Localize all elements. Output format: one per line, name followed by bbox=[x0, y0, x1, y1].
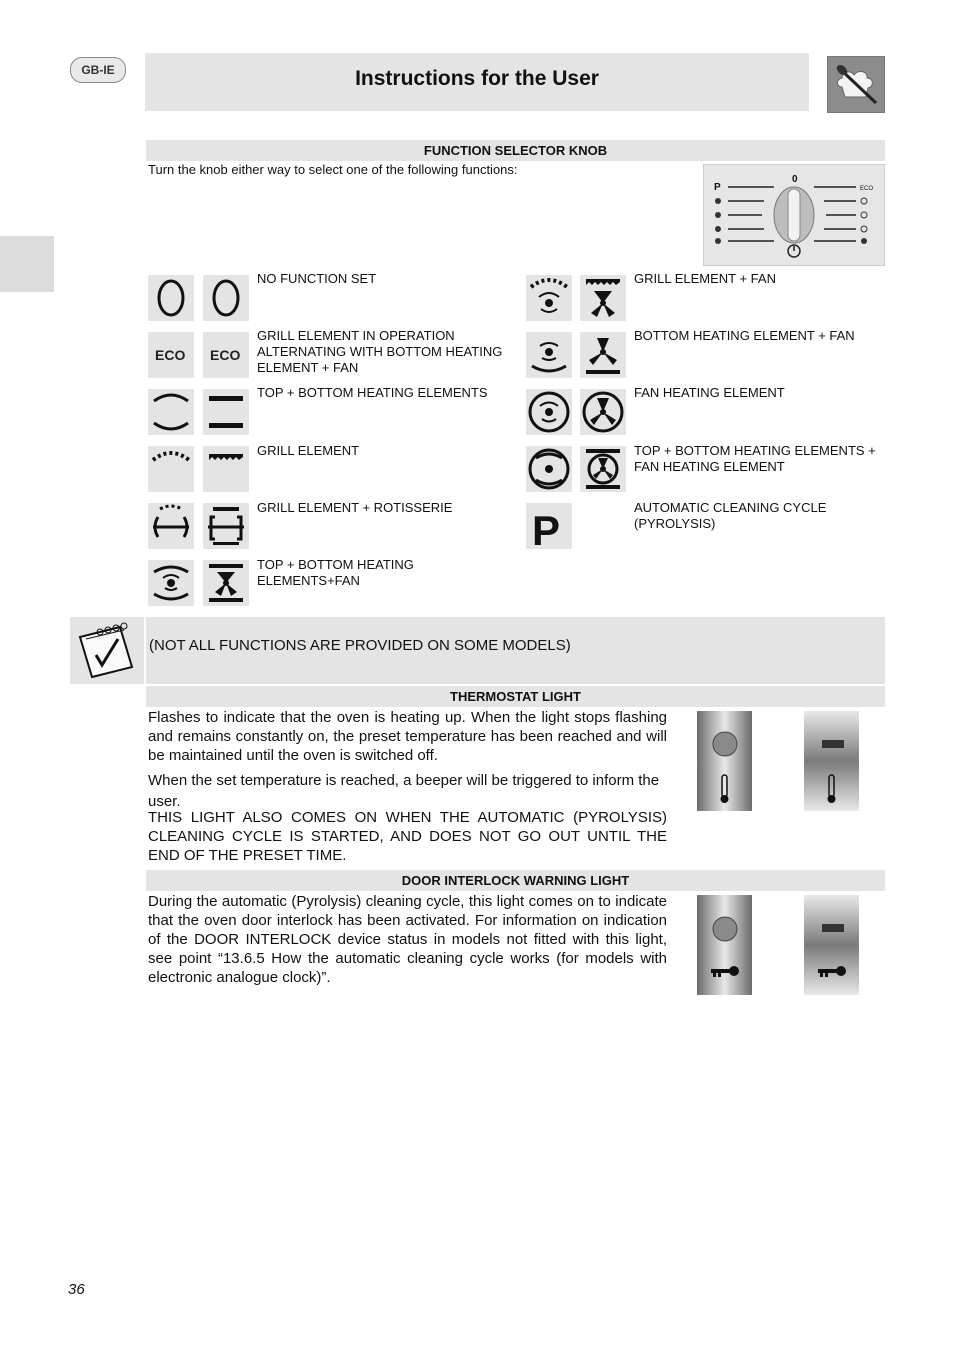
door-interlock-light-rect bbox=[804, 895, 859, 995]
no-function-alt-icon bbox=[203, 275, 249, 321]
fan-heating-alt-icon bbox=[580, 389, 626, 435]
thermostat-light-rect bbox=[804, 711, 859, 811]
top-bottom-fan-heating-icon bbox=[526, 446, 572, 492]
function-label: TOP + BOTTOM HEATING ELEMENTS bbox=[257, 385, 488, 400]
function-label: TOP + BOTTOM HEATING ELEMENTS + FAN HEATING ELEMENT bbox=[634, 443, 876, 474]
eco-icon-label: ECO bbox=[155, 347, 186, 363]
rotisserie-icon bbox=[148, 503, 194, 549]
bottom-fan-icon bbox=[526, 332, 572, 378]
grill-fan-alt-icon bbox=[580, 275, 626, 321]
fan-heating-icon bbox=[526, 389, 572, 435]
notepad-icon bbox=[70, 617, 144, 684]
grill-alt-icon bbox=[203, 446, 249, 492]
note-bar bbox=[146, 617, 885, 684]
eco-alt-icon bbox=[203, 332, 249, 378]
thermostat-para-1: Flashes to indicate that the oven is heating up. When the light stops flashing and remains constantly on, the preset temperature has been reached and will be maintained until the oven is switched off. bbox=[148, 709, 667, 764]
function-selector-heading: FUNCTION SELECTOR KNOB bbox=[146, 140, 885, 161]
bottom-fan-alt-icon bbox=[580, 332, 626, 378]
region-badge: GB-IE bbox=[70, 57, 126, 83]
grill-icon bbox=[148, 446, 194, 492]
pyrolysis-p-label: P bbox=[532, 507, 561, 549]
title-bar bbox=[145, 53, 809, 111]
function-selector-intro: Turn the knob either way to select one of the following functions: bbox=[148, 162, 518, 177]
eco-icon bbox=[148, 332, 194, 378]
page-title: Instructions for the User bbox=[355, 67, 599, 90]
knob-diagram bbox=[703, 164, 885, 266]
top-bottom-fan-icon bbox=[148, 560, 194, 606]
rotisserie-alt-icon bbox=[203, 503, 249, 549]
pyrolysis-icon bbox=[526, 503, 572, 549]
knob-p-label: P bbox=[714, 182, 721, 193]
function-label: AUTOMATIC CLEANING CYCLE (PYROLYSIS) bbox=[634, 500, 827, 531]
function-label: NO FUNCTION SET bbox=[257, 271, 377, 286]
top-bottom-alt-icon bbox=[203, 389, 249, 435]
function-label: GRILL ELEMENT + FAN bbox=[634, 271, 776, 286]
function-label: FAN HEATING ELEMENT bbox=[634, 385, 785, 400]
grill-fan-icon bbox=[526, 275, 572, 321]
thermostat-para-3: THIS LIGHT ALSO COMES ON WHEN THE AUTOMATIC (PYROLYSIS) CLEANING CYCLE IS STARTED, AND DOES NOT GO OUT UNTIL THE END OF THE PRESET TIME. bbox=[148, 809, 667, 864]
function-label: GRILL ELEMENT bbox=[257, 443, 360, 458]
function-label: GRILL ELEMENT IN OPERATION ALTERNATING WITH BOTTOM HEATING ELEMENT + FAN bbox=[257, 328, 503, 375]
function-label: BOTTOM HEATING ELEMENT + FAN bbox=[634, 328, 855, 343]
thermostat-light-round bbox=[697, 711, 752, 811]
chef-spoon-icon bbox=[827, 56, 885, 113]
eco-alt-icon-label: ECO bbox=[210, 347, 241, 363]
knob-eco-label: ECO bbox=[860, 186, 874, 192]
thermostat-heading: THERMOSTAT LIGHT bbox=[146, 686, 885, 707]
function-label: GRILL ELEMENT + ROTISSERIE bbox=[257, 500, 453, 515]
door-interlock-heading: DOOR INTERLOCK WARNING LIGHT bbox=[146, 870, 885, 891]
door-interlock-light-round bbox=[697, 895, 752, 995]
side-tab bbox=[0, 236, 54, 292]
top-bottom-fan-alt-icon bbox=[203, 560, 249, 606]
door-interlock-para: During the automatic (Pyrolysis) cleaning cycle, this light comes on to indicate that the oven door interlock has been activated. For information on indication of the DOOR INTERLOCK device status in models not fitted with this light, see point “13.6.5 How the automatic cleaning cycle works (for models with electronic analogue clock)”. bbox=[148, 893, 667, 986]
page-number: 36 bbox=[68, 1281, 85, 1298]
top-bottom-icon bbox=[148, 389, 194, 435]
knob-zero-label: 0 bbox=[792, 174, 798, 185]
top-bottom-fan-heating-alt-icon bbox=[580, 446, 626, 492]
note-text: (NOT ALL FUNCTIONS ARE PROVIDED ON SOME MODELS) bbox=[149, 637, 571, 654]
function-label: TOP + BOTTOM HEATING ELEMENTS+FAN bbox=[257, 557, 414, 588]
no-function-icon bbox=[148, 275, 194, 321]
thermostat-para-2: When the set temperature is reached, a beeper will be triggered to inform the user. bbox=[148, 772, 660, 810]
